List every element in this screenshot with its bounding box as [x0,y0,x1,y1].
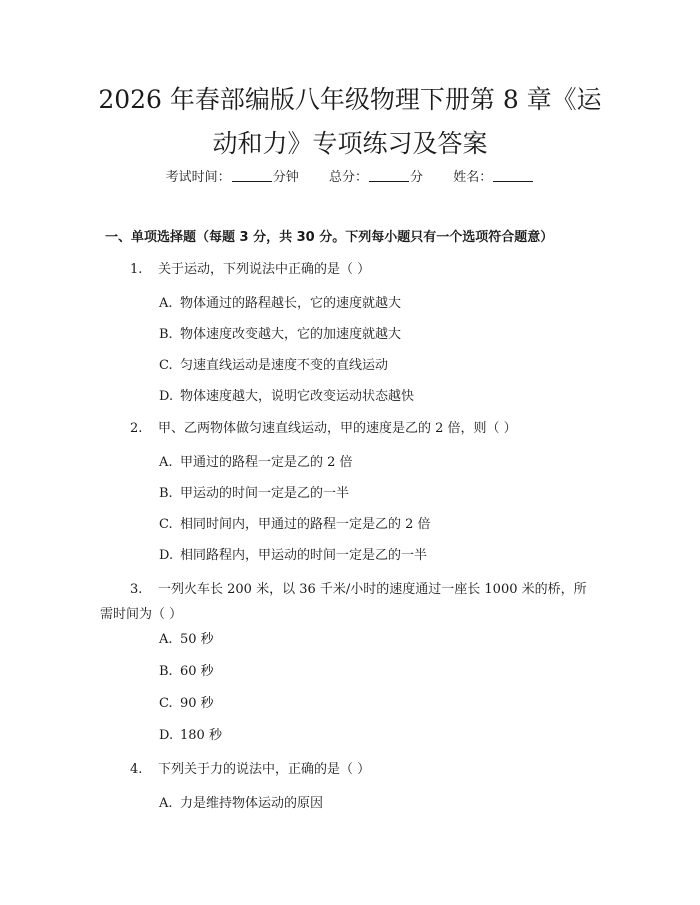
question-4 [130,759,600,781]
title-line-2: 动和力》专项练习及答案 [212,129,488,158]
option-3d[interactable]: D. 180 秒 [159,728,222,743]
option-1b[interactable]: B. 物体速度改变越大，它的加速度就越大 [159,327,402,342]
option-2a[interactable]: A. 甲通过的路程一定是乙的 2 倍 [159,455,353,470]
page-title [60,78,640,166]
option-4a[interactable]: A. 力是维持物体运动的原因 [159,796,324,811]
question-text: 下列关于力的说法中，正确的是（ ） [158,762,371,777]
question-1 [130,259,600,281]
question-text: 关于运动，下列说法中正确的是（ ） [158,262,371,277]
score-label: 总分： [328,170,368,185]
question-text: 甲、乙两物体做匀速直线运动，甲的速度是乙的 2 倍，则（ ） [158,421,517,436]
time-label: 考试时间： [165,170,231,185]
question-text-line-2: 需时间为（ ） [100,607,183,622]
option-3c[interactable]: C. 90 秒 [159,696,214,711]
exam-meta [0,169,700,187]
question-text-line-1: 一列火车长 200 米，以 36 千米/小时的速度通过一座长 1000 米的桥，所 [158,582,587,597]
section-heading: 一、单项选择题（每题 3 分，共 30 分。下列每小题只有一个选项符合题意） [105,230,554,245]
question-number: 4. [130,762,143,777]
score-blank[interactable] [369,169,409,182]
option-2d[interactable]: D. 相同路程内，甲运动的时间一定是乙的一半 [159,548,428,563]
option-1c[interactable]: C. 匀速直线运动是速度不变的直线运动 [159,358,389,373]
question-3 [100,577,600,627]
name-blank[interactable] [493,169,533,182]
time-blank[interactable] [232,169,272,182]
score-unit: 分 [410,170,424,185]
option-1d[interactable]: D. 物体速度越大，说明它改变运动状态越快 [159,389,415,404]
title-line-1: 2026 年春部编版八年级物理下册第 8 章《运 [98,85,602,114]
question-number: 2. [130,421,143,436]
question-number: 3. [130,582,143,597]
question-2 [130,418,600,440]
option-3b[interactable]: B. 60 秒 [159,664,214,679]
option-2c[interactable]: C. 相同时间内，甲通过的路程一定是乙的 2 倍 [159,517,431,532]
option-1a[interactable]: A. 物体通过的路程越长，它的速度就越大 [159,296,402,311]
name-label: 姓名： [453,170,493,185]
option-3a[interactable]: A. 50 秒 [159,632,214,647]
question-number: 1. [130,262,143,277]
time-unit: 分钟 [272,170,299,185]
option-2b[interactable]: B. 甲运动的时间一定是乙的一半 [159,486,350,501]
